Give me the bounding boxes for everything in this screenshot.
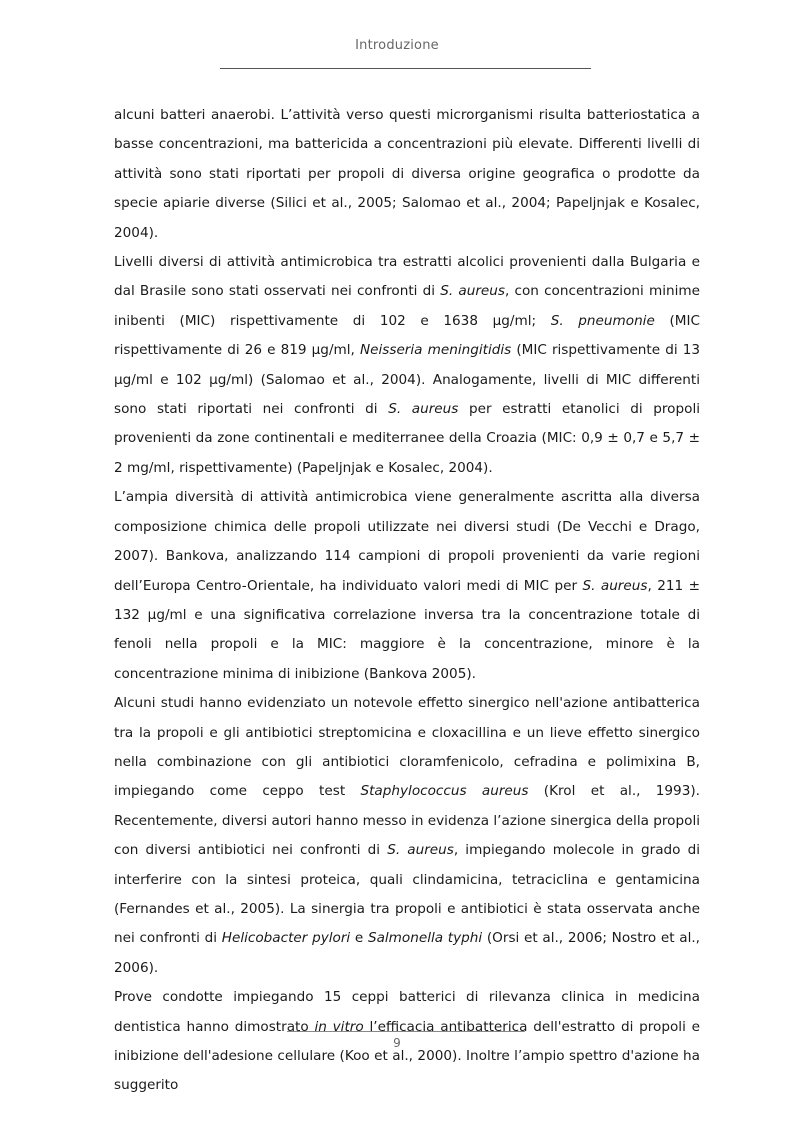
italic-term: Staphylococcus aureus — [360, 783, 529, 800]
text-run: l’efficacia antibatterica dell'estratto di propoli e inibizione dell'adesione cellulare (Koo et al., 2000). Inoltre l’ampio spettro d'azione ha suggerito — [114, 1018, 700, 1094]
paragraph — [114, 689, 700, 983]
text-run: (Krol et al., 1993). Recentemente, diversi autori hanno messo in evidenza l’azione sinergica della propoli con diversi antibiotici nei confronti di — [114, 783, 700, 859]
text-run: Prove condotte impiegando 15 ceppi batterici di rilevanza clinica in medicina dentistica hanno dimostrato — [114, 989, 700, 1035]
text-run: (Orsi et al., 2006; Nostro et al., 2006). — [114, 930, 700, 976]
text-run: per estratti etanolici di propoli provenienti da zone continentali e mediterranee della Croazia (MIC: 0,9 ± 0,7 e 5,7 ± 2 mg/ml, rispettivamente) (Papeljnjak e Kosalec, 2004). — [114, 401, 700, 476]
footer-divider — [287, 1031, 525, 1032]
text-run: (MIC rispettivamente di 13 µg/ml e 102 µg/ml) (Salomao et al., 2004). Analogamente, livelli di MIC differenti sono stati riportati nei confronti di — [114, 342, 701, 418]
italic-term: S. aureus — [387, 842, 454, 859]
text-run: (MIC rispettivamente di 26 e 819 µg/ml, — [114, 312, 700, 359]
italic-term: in vitro — [314, 1018, 364, 1035]
paragraph — [114, 483, 700, 689]
page-number: 9 — [393, 1036, 401, 1050]
text-run: Alcuni studi hanno evidenziato un notevole effetto sinergico nell'azione antibatterica tra la propoli e gli antibiotici streptomicina e cloxacillina e un lieve effetto sinergico nella combinazione con gli antibiotici cloramfenicolo, cefradina e polimixina B, impiegando come ceppo test — [114, 695, 700, 800]
running-header: Introduzione — [355, 38, 439, 53]
italic-term: Helicobacter pylori — [221, 930, 351, 947]
italic-term: S. pneumonie — [550, 312, 655, 329]
italic-term: Neisseria meningitidis — [359, 342, 512, 359]
paragraph — [114, 248, 700, 483]
italic-term: S. aureus — [582, 577, 648, 594]
text-run: Livelli diversi di attività antimicrobica tra estratti alcolici provenienti dalla Bulgaria e dal Brasile sono stati osservati nei confronti di — [114, 254, 700, 300]
italic-term: S. aureus — [440, 283, 505, 300]
text-run: e — [350, 930, 368, 947]
text-run: L’ampia diversità di attività antimicrobica viene generalmente ascritta alla diversa composizione chimica delle propoli utilizzate nei diversi studi (De Vecchi e Drago, 2007). Bankova, analizzando 114 campioni di propoli provenienti da varie regioni dell’Europa Centro-Orientale, ha individuato valori medi di MIC per — [114, 489, 700, 594]
text-run: alcuni batteri anaerobi. L’attività verso questi microrganismi risulta batteriostatica a basse concentrazioni, ma battericida a concentrazioni più elevate. Differenti livelli di attività sono stati riportati per propoli di diversa origine geografica o prodotte da specie apiarie diverse (Silici et al., 2005; Salomao et al., 2004; Papeljnjak e Kosalec, 2004). — [114, 107, 700, 241]
header-divider — [220, 68, 591, 69]
text-run: , 211 ± 132 µg/ml e una significativa correlazione inversa tra la concentrazione totale di fenoli nella propoli e la MIC: maggiore è la concentrazione, minore è la concentrazione minima di inibizione (Bankova 2005). — [114, 577, 700, 682]
text-run: , impiegando molecole in grado di interferire con la sintesi proteica, quali clindamicina, tetraciclina e gentamicina (Fernandes et al., 2005). La sinergia tra propoli e antibiotici è stata osservata anche nei confronti di — [114, 842, 700, 947]
text-run: , con concentrazioni minime inibenti (MIC) rispettivamente di 102 e 1638 µg/ml; — [114, 283, 700, 329]
italic-term: Salmonella typhi — [367, 930, 483, 947]
paragraph — [114, 101, 700, 248]
italic-term: S. aureus — [388, 401, 459, 418]
body-text — [114, 101, 700, 1101]
